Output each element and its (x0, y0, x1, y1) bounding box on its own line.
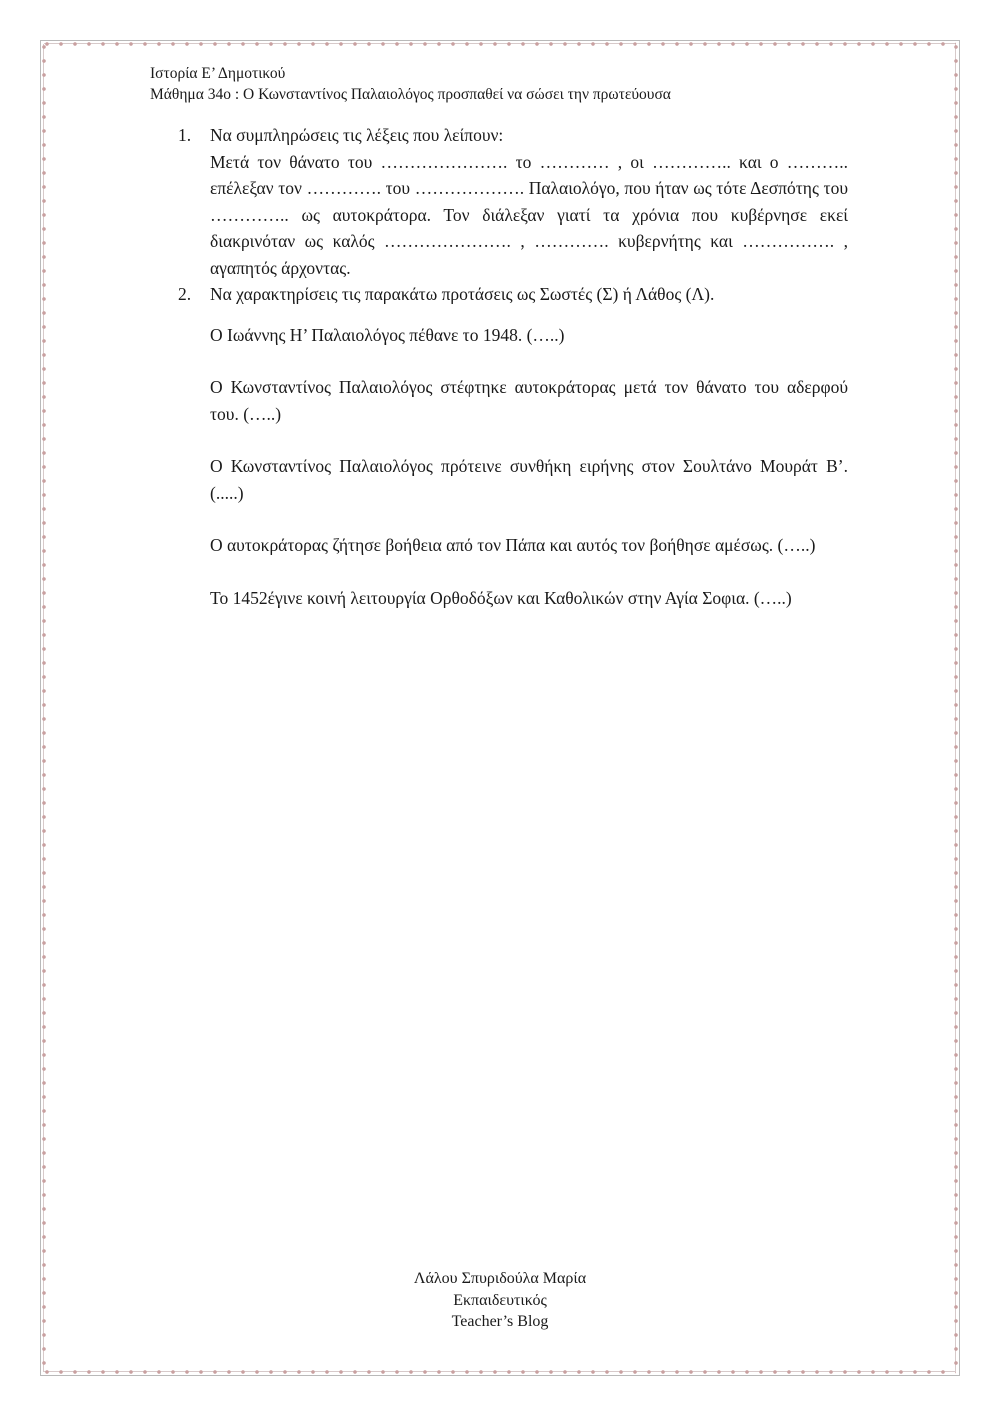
statement-item: Ο Κωνσταντίνος Παλαιολόγος πρότεινε συνθήκη ειρήνης στον Σουλτάνο Μουράτ Β’. (.....) (210, 456, 848, 503)
subject-line: Ιστορία Ε’ Δημοτικού (150, 65, 286, 82)
worksheet-header (150, 63, 671, 105)
exercise-1 (178, 122, 848, 281)
statement-item: Ο Ιωάννης Η’ Παλαιολόγος πέθανε το 1948. (…..) (210, 324, 565, 345)
statement-item: Το 1452έγινε κοινή λειτουργία Ορθοδόξων και Καθολικών στην Αγία Σοφια. (…..) (210, 587, 792, 608)
border-right (951, 44, 961, 1372)
exercise-instruction: Να χαρακτηρίσεις τις παρακάτω προτάσεις ως Σωστές (Σ) ή Λάθος (Λ). (210, 284, 715, 304)
author-name: Λάλου Σπυριδούλα Μαρία (413, 1270, 587, 1287)
statement-list (210, 322, 848, 612)
statement-item: Ο Κωνσταντίνος Παλαιολόγος στέφτηκε αυτοκράτορας μετά τον θάνατο του αδερφού του. (…..) (210, 377, 848, 424)
exercise-number: 1. (178, 125, 192, 145)
author-signature (0, 1268, 1000, 1333)
exercise-instruction: Να συμπληρώσεις τις λέξεις που λείπουν: (210, 125, 504, 145)
statement-item: Ο αυτοκράτορας ζήτησε βοήθεια από τον Πάπα και αυτός τον βοήθησε αμέσως. (…..) (210, 535, 816, 555)
border-top (44, 39, 956, 49)
border-bottom (44, 1367, 956, 1377)
border-left (39, 44, 49, 1372)
worksheet-content (178, 122, 848, 637)
exercise-number: 2. (178, 284, 192, 304)
fill-in-paragraph: Μετά τον θάνατο του …………………. το ………… , οι ………….. και ο ……….. επέλεξαν τον …………. του ………………. Παλαιολόγο, που ήταν ως τότε Δεσπότης του ………….. ως αυτοκράτορα. Τον διάλεξαν γιατί τα χρόνια που κυβέρνησε εκεί διακρινόταν ως καλός …………………. , …………. κυβερνήτης και ……………. , αγαπητός άρχοντας. (210, 151, 848, 278)
author-role: Εκπαιδευτικός (453, 1291, 547, 1309)
lesson-title: Μάθημα 34ο : Ο Κωνσταντίνος Παλαιολόγος προσπαθεί να σώσει την πρωτεύουσα (150, 86, 671, 103)
blog-name: Teacher’s Blog (451, 1313, 549, 1330)
exercise-2 (178, 281, 848, 637)
